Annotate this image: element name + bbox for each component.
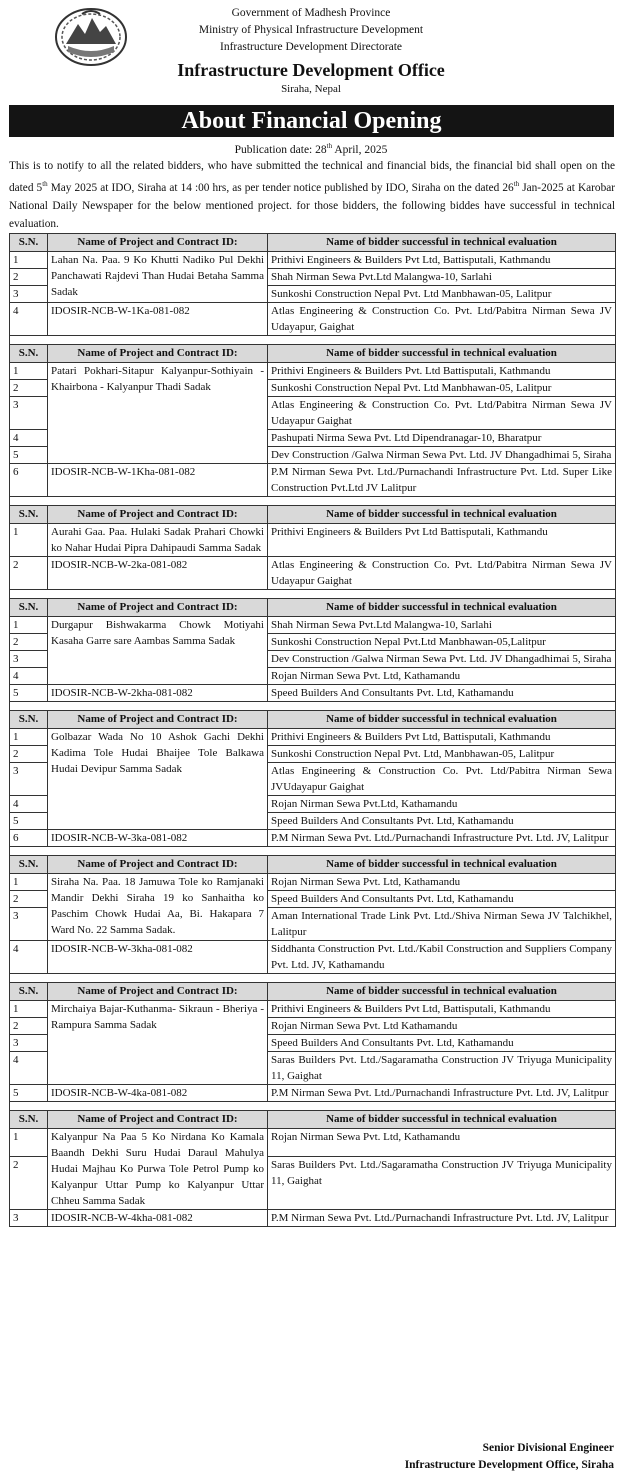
- table-spacer: [10, 590, 616, 599]
- table-spacer: [10, 1102, 616, 1111]
- project-name: Golbazar Wada No 10 Ashok Gachi Dekhi Kadima Tole Hudai Bhaijee Tole Balkawa Hudai Devipur Samma Sadak: [48, 729, 268, 830]
- table-row: [10, 941, 616, 974]
- row-sn: 3: [10, 763, 48, 796]
- col-header-bidder: Name of bidder successful in technical evaluation: [268, 345, 616, 363]
- bidder-name: Dev Construction /Galwa Nirman Sewa Pvt. Ltd. JV Dhangadhimai 5, Siraha: [268, 447, 616, 464]
- spacer-cell: [10, 974, 616, 983]
- col-header-sn: S.N.: [10, 856, 48, 874]
- spacer-cell: [10, 336, 616, 345]
- row-sn: 2: [10, 557, 48, 590]
- table-row: [10, 557, 616, 590]
- row-sn: 1: [10, 363, 48, 380]
- contract-id: IDOSIR-NCB-W-3ka-081-082: [48, 830, 268, 847]
- table-row: [10, 303, 616, 336]
- table-row: [10, 685, 616, 702]
- sign-designation: Senior Divisional Engineer: [482, 1442, 614, 1454]
- bidder-name: Saras Builders Pvt. Ltd./Sagaramatha Construction JV Triyuga Municipality 11, Gaighat: [268, 1052, 616, 1085]
- bidder-name: Sunkoshi Construction Nepal Pvt. Ltd, Manbhawan-05, Lalitpur: [268, 746, 616, 763]
- table-header-row: [10, 983, 616, 1001]
- table-row: [10, 617, 616, 634]
- col-header-project: Name of Project and Contract ID:: [48, 506, 268, 524]
- bidder-name: Rojan Nirman Sewa Pvt. Ltd, Kathamandu: [268, 1129, 616, 1157]
- header-place: Siraha, Nepal: [281, 83, 341, 95]
- row-sn: 3: [10, 908, 48, 941]
- table-spacer: [10, 336, 616, 345]
- bidder-name: Rojan Nirman Sewa Pvt. Ltd, Kathamandu: [268, 668, 616, 685]
- notice-part-1: This is to notify to all the related bidders, who have submitted the technical and financial bids, the financial bid shall open on the dated 5: [9, 160, 615, 194]
- bidder-name: Rojan Nirman Sewa Pvt. Ltd, Kathamandu: [268, 874, 616, 891]
- row-sn: 4: [10, 796, 48, 813]
- bidder-name: Shah Nirman Sewa Pvt.Ltd Malangwa-10, Sarlahi: [268, 269, 616, 286]
- project-name: Aurahi Gaa. Paa. Hulaki Sadak Prahari Chowki ko Nahar Hudai Pipra Dahipaudi Samma Sadak: [48, 524, 268, 557]
- bidder-name: Dev Construction /Galwa Nirman Sewa Pvt. Ltd. JV Dhangadhimai 5, Siraha: [268, 651, 616, 668]
- table-header-row: [10, 506, 616, 524]
- row-sn: 2: [10, 634, 48, 651]
- row-sn: 1: [10, 874, 48, 891]
- col-header-bidder: Name of bidder successful in technical evaluation: [268, 711, 616, 729]
- table-row: [10, 874, 616, 891]
- table-spacer: [10, 974, 616, 983]
- col-header-sn: S.N.: [10, 1111, 48, 1129]
- row-sn: 2: [10, 269, 48, 286]
- bidder-name: P.M Nirman Sewa Pvt. Ltd./Purnachandi Infrastructure Pvt. Ltd. JV, Lalitpur: [268, 1085, 616, 1102]
- notice-part-3: Jan-2025 at Karobar National Daily Newspaper for the below mentioned project. for those bidders, the following biddes have successful in technical evaluation.: [9, 181, 615, 230]
- row-sn: 6: [10, 830, 48, 847]
- col-header-sn: S.N.: [10, 983, 48, 1001]
- notice-part-2: May 2025 at IDO, Siraha at 14 :00 hrs, as per tender notice published by IDO, Siraha on the dated 26: [47, 181, 514, 194]
- row-sn: 2: [10, 1156, 48, 1209]
- pubdate-prefix: Publication date: 28: [234, 143, 327, 156]
- bidder-name: Speed Builders And Consultants Pvt. Ltd, Kathamandu: [268, 1035, 616, 1052]
- spacer-cell: [10, 702, 616, 711]
- row-sn: 2: [10, 380, 48, 397]
- contract-id: IDOSIR-NCB-W-4kha-081-082: [48, 1210, 268, 1227]
- row-sn: 3: [10, 397, 48, 430]
- project-name: Patari Pokhari-Sitapur Kalyanpur-Sothiyain - Khairbona - Kalyanpur Thadi Sadak: [48, 363, 268, 464]
- publication-date: [0, 138, 622, 158]
- bidder-name: Sunkoshi Construction Nepal Pvt.Ltd Manbhawan-05,Lalitpur: [268, 634, 616, 651]
- notice-title: About Financial Opening: [9, 105, 614, 137]
- row-sn: 1: [10, 252, 48, 269]
- table-spacer: [10, 847, 616, 856]
- notice-body: [9, 157, 615, 233]
- header-directorate: Infrastructure Development Directorate: [220, 41, 402, 53]
- notice-sup-2: th: [513, 180, 520, 188]
- row-sn: 4: [10, 941, 48, 974]
- bidder-name: Prithivi Engineers & Builders Pvt Ltd, Battisputali, Kathmandu: [268, 1001, 616, 1018]
- col-header-project: Name of Project and Contract ID:: [48, 983, 268, 1001]
- nepal-emblem-icon: [52, 6, 130, 68]
- table-header-row: [10, 856, 616, 874]
- col-header-bidder: Name of bidder successful in technical evaluation: [268, 599, 616, 617]
- row-sn: 1: [10, 1129, 48, 1157]
- table-header-row: [10, 599, 616, 617]
- row-sn: 1: [10, 617, 48, 634]
- bidder-name: Atlas Engineering & Construction Co. Pvt. Ltd/Pabitra Nirman Sewa JV Udayapur Gaighat: [268, 397, 616, 430]
- bidder-name: Atlas Engineering & Construction Co. Pvt. Ltd/Pabitra Nirman Sewa JV Udayapur, Gaighat: [268, 303, 616, 336]
- project-name: Siraha Na. Paa. 18 Jamuwa Tole ko Ramjanaki Mandir Dekhi Siraha 19 ko Sanhaitha ko Paschim Chowk Hudai Aa, Bi. Hakapara 7 Ward No. 22 Samma Sadak.: [48, 874, 268, 941]
- letterhead: [0, 0, 622, 102]
- row-sn: 5: [10, 685, 48, 702]
- project-name: Mirchaiya Bajar-Kuthanma- Sikraun - Bheriya - Rampura Samma Sadak: [48, 1001, 268, 1085]
- bidder-name: P.M Nirman Sewa Pvt. Ltd./Purnachandi Infrastructure Pvt. Ltd. JV, Lalitpur: [268, 1210, 616, 1227]
- table-spacer: [10, 497, 616, 506]
- pubdate-suffix: April, 2025: [332, 143, 388, 156]
- table-row: [10, 729, 616, 746]
- table-header-row: [10, 345, 616, 363]
- bidder-name: Rojan Nirman Sewa Pvt.Ltd, Kathamandu: [268, 796, 616, 813]
- row-sn: 2: [10, 1018, 48, 1035]
- col-header-project: Name of Project and Contract ID:: [48, 234, 268, 252]
- bidder-name: Speed Builders And Consultants Pvt. Ltd, Kathamandu: [268, 813, 616, 830]
- bidder-name: Pashupati Nirma Sewa Pvt. Ltd Dipendranagar-10, Bharatpur: [268, 430, 616, 447]
- bidder-name: Saras Builders Pvt. Ltd./Sagaramatha Construction JV Triyuga Municipality 11, Gaighat: [268, 1156, 616, 1209]
- row-sn: 1: [10, 729, 48, 746]
- row-sn: 2: [10, 891, 48, 908]
- col-header-project: Name of Project and Contract ID:: [48, 599, 268, 617]
- bidder-name: Speed Builders And Consultants Pvt. Ltd, Kathamandu: [268, 685, 616, 702]
- row-sn: 4: [10, 303, 48, 336]
- row-sn: 4: [10, 1052, 48, 1085]
- table-row: [10, 1129, 616, 1157]
- spacer-cell: [10, 1102, 616, 1111]
- col-header-project: Name of Project and Contract ID:: [48, 1111, 268, 1129]
- table-row: [10, 1210, 616, 1227]
- col-header-bidder: Name of bidder successful in technical evaluation: [268, 856, 616, 874]
- project-name: Kalyanpur Na Paa 5 Ko Nirdana Ko Kamala Baandh Dekhi Suru Hudai Daraul Mahulya Hudai Majhau Ko Purwa Tole Petrol Pump ko Kalyanpur Uttar Pump ko Kalyanpur Uttar Chheu Samma Sadak: [48, 1129, 268, 1210]
- table-row: [10, 464, 616, 497]
- project-name: Durgapur Bishwakarma Chowk Motiyahi Kasaha Garre sare Aambas Samma Sadak: [48, 617, 268, 685]
- contract-id: IDOSIR-NCB-W-1Ka-081-082: [48, 303, 268, 336]
- table-header-row: [10, 234, 616, 252]
- row-sn: 5: [10, 447, 48, 464]
- bidder-name: Shah Nirman Sewa Pvt.Ltd Malangwa-10, Sarlahi: [268, 617, 616, 634]
- row-sn: 3: [10, 1210, 48, 1227]
- table-row: [10, 830, 616, 847]
- bidder-name: Prithivi Engineers & Builders Pvt. Ltd Battisputali, Kathmandu: [268, 363, 616, 380]
- row-sn: 6: [10, 464, 48, 497]
- notice-sup-1: th: [42, 180, 48, 188]
- bidder-name: Sunkoshi Construction Nepal Pvt. Ltd Manbhawan-05, Lalitpur: [268, 380, 616, 397]
- table-row: [10, 1085, 616, 1102]
- sign-office: Infrastructure Development Office, Siraha: [404, 1459, 614, 1471]
- col-header-bidder: Name of bidder successful in technical evaluation: [268, 506, 616, 524]
- col-header-bidder: Name of bidder successful in technical evaluation: [268, 234, 616, 252]
- row-sn: 3: [10, 1035, 48, 1052]
- row-sn: 1: [10, 1001, 48, 1018]
- table-row: [10, 363, 616, 380]
- col-header-bidder: Name of bidder successful in technical evaluation: [268, 1111, 616, 1129]
- bidder-name: P.M Nirman Sewa Pvt. Ltd./Purnachandi Infrastructure Pvt. Ltd. Super Like Construction Pvt.Ltd JV Lalitpur: [268, 464, 616, 497]
- col-header-sn: S.N.: [10, 506, 48, 524]
- row-sn: 5: [10, 813, 48, 830]
- row-sn: 3: [10, 286, 48, 303]
- bidder-name: Sunkoshi Construction Nepal Pvt. Ltd Manbhawan-05, Lalitpur: [268, 286, 616, 303]
- contract-id: IDOSIR-NCB-W-2kha-081-082: [48, 685, 268, 702]
- header-government: Government of Madhesh Province: [231, 7, 391, 19]
- row-sn: 5: [10, 1085, 48, 1102]
- contract-id: IDOSIR-NCB-W-1Kha-081-082: [48, 464, 268, 497]
- col-header-bidder: Name of bidder successful in technical evaluation: [268, 983, 616, 1001]
- col-header-project: Name of Project and Contract ID:: [48, 856, 268, 874]
- bidder-name: Siddhanta Construction Pvt. Ltd./Kabil Construction and Suppliers Company Pvt. Ltd. JV, Kathamandu: [268, 941, 616, 974]
- bidder-name: Atlas Engineering & Construction Co. Pvt. Ltd/Pabitra Nirman Sewa JV Udayapur Gaighat: [268, 557, 616, 590]
- table-spacer: [10, 702, 616, 711]
- bidder-name: Prithivi Engineers & Builders Pvt Ltd, Battisputali, Kathmandu: [268, 252, 616, 269]
- bidders-table: [9, 233, 616, 1227]
- bidder-name: P.M Nirman Sewa Pvt. Ltd./Purnachandi Infrastructure Pvt. Ltd. JV, Lalitpur: [268, 830, 616, 847]
- bidder-name: Prithivi Engineers & Builders Pvt Ltd Battisputali, Kathmandu: [268, 524, 616, 557]
- table-row: [10, 524, 616, 557]
- row-sn: 4: [10, 430, 48, 447]
- row-sn: 4: [10, 668, 48, 685]
- table-header-row: [10, 1111, 616, 1129]
- bidder-tables: [9, 233, 615, 1227]
- col-header-sn: S.N.: [10, 599, 48, 617]
- col-header-sn: S.N.: [10, 234, 48, 252]
- signature-block: [405, 1440, 614, 1474]
- bidder-name: Atlas Engineering & Construction Co. Pvt. Ltd/Pabitra Nirman Sewa JVUdayapur Gaighat: [268, 763, 616, 796]
- spacer-cell: [10, 590, 616, 599]
- contract-id: IDOSIR-NCB-W-2ka-081-082: [48, 557, 268, 590]
- col-header-sn: S.N.: [10, 711, 48, 729]
- row-sn: 3: [10, 651, 48, 668]
- bidder-name: Speed Builders And Consultants Pvt. Ltd, Kathamandu: [268, 891, 616, 908]
- col-header-project: Name of Project and Contract ID:: [48, 711, 268, 729]
- project-name: Lahan Na. Paa. 9 Ko Khutti Nadiko Pul Dekhi Panchawati Rajdevi Than Hudai Betaha Samma Sadak: [48, 252, 268, 303]
- header-office: Infrastructure Development Office: [177, 60, 445, 80]
- table-row: [10, 252, 616, 269]
- contract-id: IDOSIR-NCB-W-3kha-081-082: [48, 941, 268, 974]
- spacer-cell: [10, 847, 616, 856]
- bidder-name: Prithivi Engineers & Builders Pvt Ltd, Battisputali, Kathmandu: [268, 729, 616, 746]
- col-header-project: Name of Project and Contract ID:: [48, 345, 268, 363]
- contract-id: IDOSIR-NCB-W-4ka-081-082: [48, 1085, 268, 1102]
- col-header-sn: S.N.: [10, 345, 48, 363]
- table-row: [10, 1001, 616, 1018]
- row-sn: 1: [10, 524, 48, 557]
- bidder-name: Aman International Trade Link Pvt. Ltd./Shiva Nirman Sewa JV Talchikhel, Lalitpur: [268, 908, 616, 941]
- spacer-cell: [10, 497, 616, 506]
- bidder-name: Rojan Nirman Sewa Pvt. Ltd Kathamandu: [268, 1018, 616, 1035]
- header-ministry: Ministry of Physical Infrastructure Development: [198, 24, 424, 36]
- row-sn: 2: [10, 746, 48, 763]
- table-header-row: [10, 711, 616, 729]
- pubdate-sup: th: [326, 142, 333, 150]
